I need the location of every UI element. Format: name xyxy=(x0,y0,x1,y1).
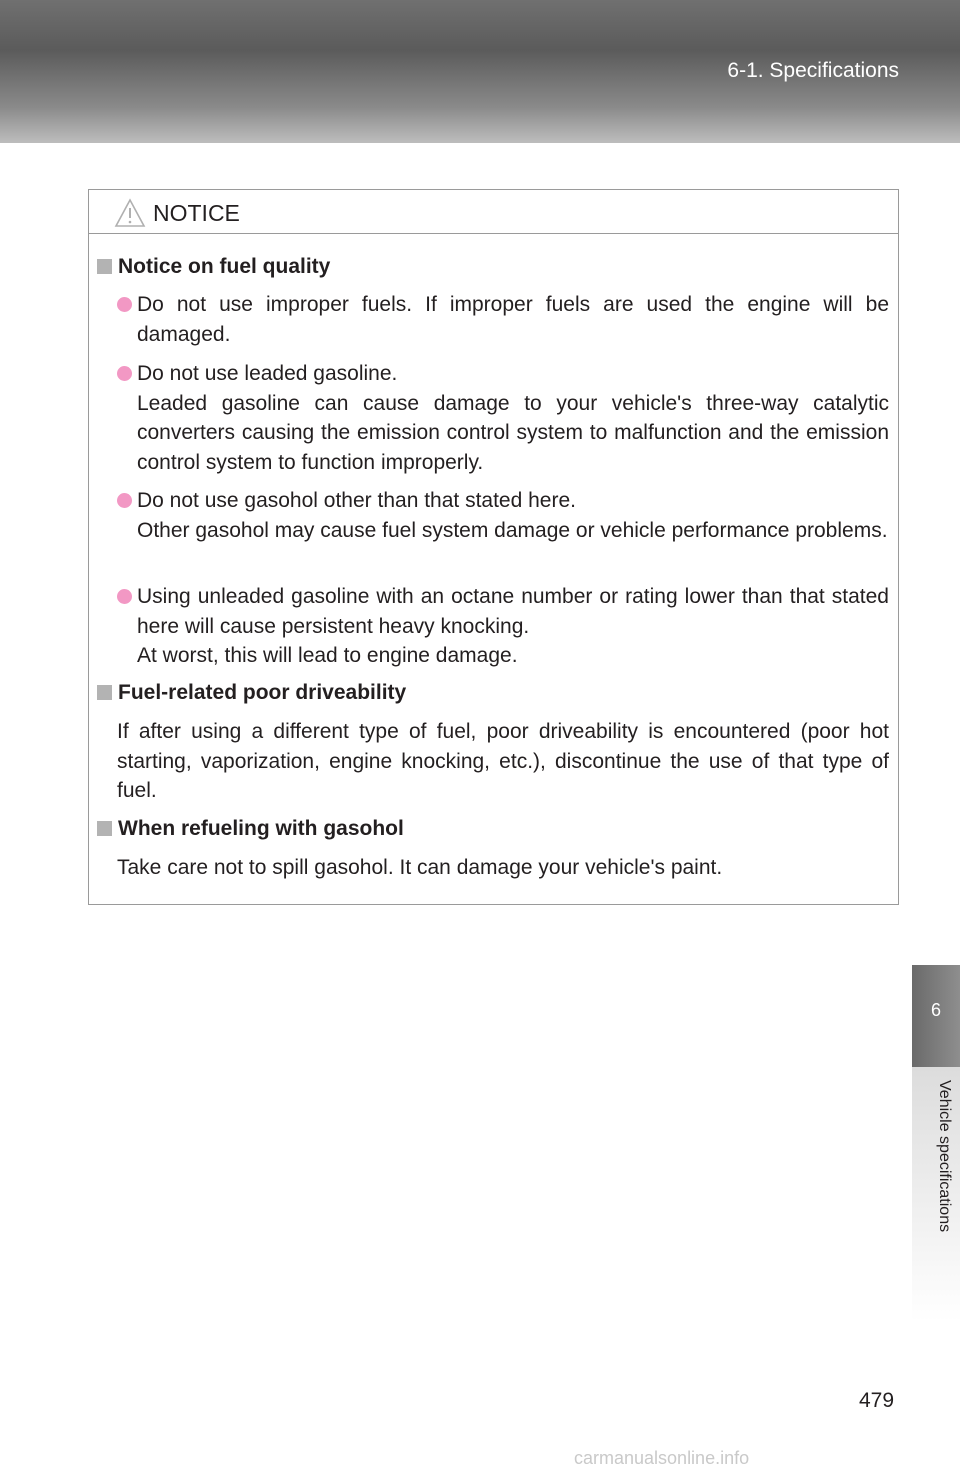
list-item xyxy=(117,359,889,477)
section-title-driveability: Fuel-related poor driveability xyxy=(97,678,406,708)
chapter-number: 6 xyxy=(930,1000,941,1020)
list-item xyxy=(117,290,889,349)
watermark: carmanualsonline.info xyxy=(574,1448,750,1468)
bullet-text: Leaded gasoline can cause damage to your vehicle's three-way catalytic converters causing the emission control system to malfunction and the emission control system to function improperly. xyxy=(137,391,889,474)
square-bullet-icon xyxy=(97,685,112,700)
section-title-gasohol: When refueling with gasohol xyxy=(97,814,404,844)
section-paragraph: Take care not to spill gasohol. It can damage your vehicle's paint. xyxy=(117,856,723,879)
section-title-fuel-quality: Notice on fuel quality xyxy=(97,252,330,282)
page-number: 479 xyxy=(859,1389,895,1412)
bullet-text: Do not use gasohol other than that stated here. xyxy=(137,489,576,512)
section-paragraph: If after using a different type of fuel, poor driveability is encountered (poor hot starting, vaporization, engine knocking, etc.), discontinue the use of that type of fuel. xyxy=(117,720,889,802)
chapter-tab xyxy=(912,965,960,1067)
chapter-label: Vehicle specifications xyxy=(936,1080,953,1233)
bullet-text: At worst, this will lead to engine damage. xyxy=(137,644,518,667)
list-item xyxy=(117,582,889,671)
bullet-text: Do not use improper fuels. If improper fuels are used the engine will be damaged. xyxy=(137,293,889,346)
warning-triangle-icon xyxy=(114,198,146,228)
bullet-text: Using unleaded gasoline with an octane number or rating lower than that stated here will cause persistent heavy knocking. xyxy=(137,585,889,638)
bullet-text: Other gasohol may cause fuel system damage or vehicle performance problems. xyxy=(137,518,888,542)
round-bullet-icon xyxy=(117,366,132,381)
square-bullet-icon xyxy=(97,821,112,836)
notice-label: NOTICE xyxy=(153,200,240,226)
section-breadcrumb: 6-1. Specifications xyxy=(727,59,899,82)
round-bullet-icon xyxy=(117,493,132,508)
round-bullet-icon xyxy=(117,297,132,312)
notice-header xyxy=(89,190,898,234)
list-item xyxy=(117,486,889,545)
round-bullet-icon xyxy=(117,589,132,604)
notice-box xyxy=(88,189,899,905)
bullet-text: Do not use leaded gasoline. xyxy=(137,362,398,385)
square-bullet-icon xyxy=(97,259,112,274)
page-header xyxy=(0,0,960,143)
